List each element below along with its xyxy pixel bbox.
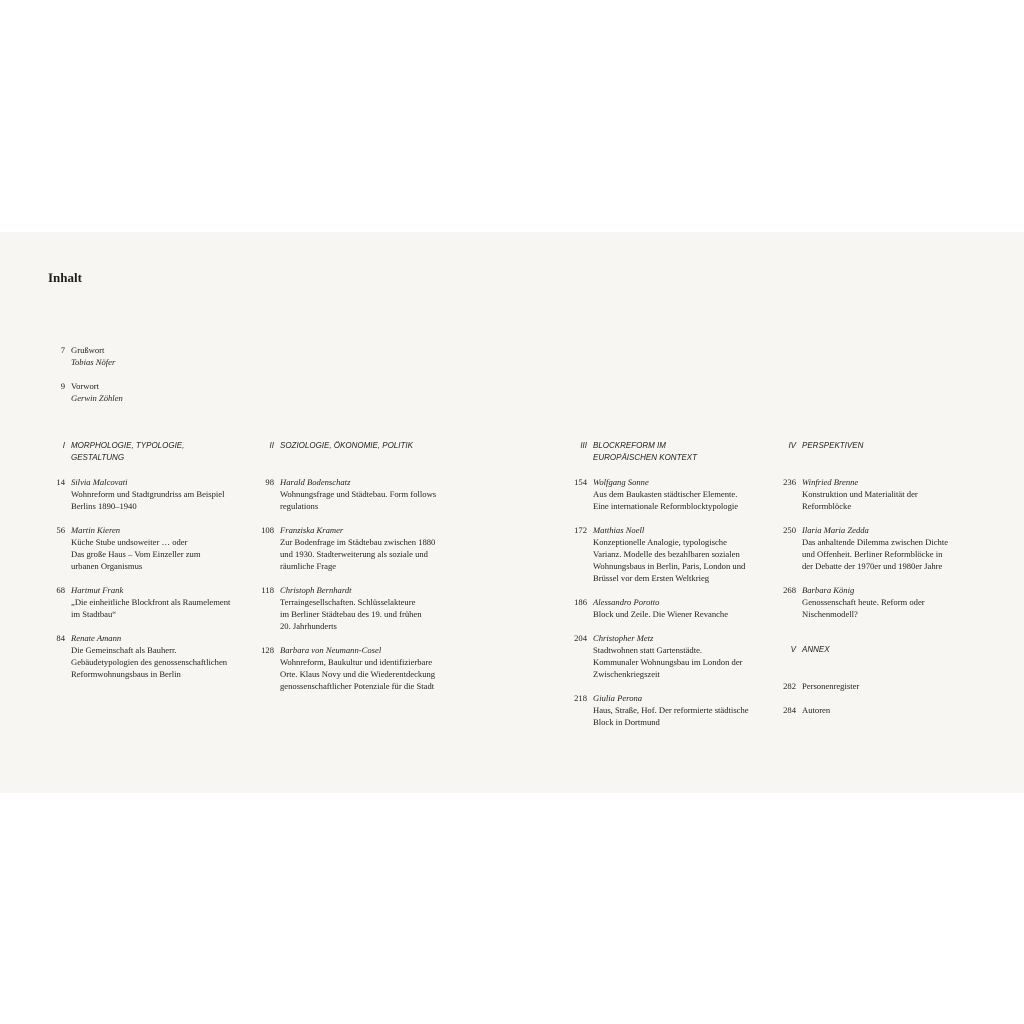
entry-title: Wohnungsfrage und Städtebau. Form follows regulations — [280, 489, 437, 511]
toc-entry-vorwort — [60, 380, 231, 404]
toc-entry-personenregister — [783, 680, 977, 692]
page-number: 68 — [56, 585, 65, 595]
toc-entry — [574, 524, 778, 584]
toc-entry-autoren — [783, 704, 977, 716]
section-title: PERSPEKTIVEN — [802, 441, 864, 450]
section-number: I — [62, 441, 65, 450]
entry-title: Vorwort — [71, 381, 100, 391]
entry-title: Konzeptionelle Analogie, typologische Varianz. Modelle des bezahlbaren sozialen Wohnungsbaus in Berlin, Paris, London und Brüssel vor dem Ersten Weltkrieg — [593, 537, 746, 583]
entry-title: Aus dem Baukasten städtischer Elemente. Eine internationale Reformblocktypologie — [593, 489, 739, 511]
toc-entry — [783, 524, 977, 572]
entry-title: Wohnreform, Baukultur und identifizierbare Orte. Klaus Novy und die Wiederentdeckung genossenschaftlicher Potenziale für die Stadt — [280, 657, 436, 691]
toc-entry-gruswort — [60, 344, 231, 368]
entry-title: Das anhaltende Dilemma zwischen Dichte und Offenheit. Berliner Reformblöcke in der Debatte der 1970er und 1980er Jahre — [802, 537, 949, 571]
page-number: 128 — [261, 645, 274, 655]
page-number: 98 — [265, 477, 274, 487]
page-number: 236 — [783, 477, 796, 487]
entry-title: Terraingesellschaften. Schlüsselakteure im Berliner Städtebau des 19. und frühen 20. Jahrhunderts — [280, 597, 422, 631]
entry-author: Barbara von Neumann-Cosel — [280, 645, 382, 655]
page-number: 250 — [783, 525, 796, 535]
section-heading-ii — [269, 440, 470, 452]
section-number: V — [790, 645, 796, 654]
toc-entry — [261, 524, 470, 572]
entry-author: Matthias Noell — [593, 525, 645, 535]
section-title: BLOCKREFORM IM EUROPÄISCHEN KONTEXT — [593, 441, 698, 462]
toc-entry — [783, 584, 977, 620]
page-number: 218 — [574, 693, 587, 703]
page-number: 56 — [56, 525, 65, 535]
entry-author: Hartmut Frank — [71, 585, 124, 595]
entry-author: Renate Amann — [71, 633, 122, 643]
section-heading-iii — [580, 440, 773, 464]
entry-title: Block und Zeile. Die Wiener Revanche — [593, 609, 729, 619]
entry-author: Ilaria Maria Zedda — [802, 525, 869, 535]
page-number: 268 — [783, 585, 796, 595]
page-title: Inhalt — [48, 270, 82, 285]
section-title: ANNEX — [802, 645, 830, 654]
page-number: 204 — [574, 633, 587, 643]
entry-title: Stadtwohnen statt Gartenstädte. Kommunaler Wohnungsbau im London der Zwischenkriegszeit — [593, 645, 743, 679]
entry-author: Harald Bodenschatz — [280, 477, 351, 487]
entry-author: Wolfgang Sonne — [593, 477, 649, 487]
page-number: 7 — [60, 345, 65, 355]
entry-title: Konstruktion und Materialität der Reformblöcke — [802, 489, 918, 511]
section-number: III — [580, 441, 587, 450]
entry-author: Winfried Brenne — [802, 477, 859, 487]
section-heading-i — [62, 440, 241, 464]
toc-entry — [56, 584, 256, 620]
entry-author: Franziska Kramer — [280, 525, 344, 535]
entry-title: Küche Stube undsoweiter … oder Das große Haus – Vom Einzeller zum urbanen Organismus — [71, 537, 201, 571]
page-number: 84 — [56, 633, 65, 643]
toc-entry — [265, 476, 470, 512]
entry-author: Giulia Perona — [593, 693, 643, 703]
entry-title: „Die einheitliche Blockfront als Raumelement im Stadtbau“ — [71, 597, 231, 619]
toc-entry — [574, 596, 778, 620]
entry-title: Autoren — [802, 705, 831, 715]
toc-entry — [261, 644, 470, 692]
toc-entry — [574, 632, 778, 680]
toc-entry — [56, 524, 256, 572]
entry-title: Genossenschaft heute. Reform oder Nischenmodell? — [802, 597, 925, 619]
entry-author: Christoph Bernhardt — [280, 585, 352, 595]
page-number: 154 — [574, 477, 587, 487]
entry-title: Die Gemeinschaft als Bauherr. Gebäudetypologien des genossenschaftlichen Reformwohnungsbaus in Berlin — [71, 645, 228, 679]
page-number: 108 — [261, 525, 274, 535]
page-number: 284 — [783, 705, 796, 715]
toc-entry — [56, 632, 256, 680]
section-title: SOZIOLOGIE, ÖKONOMIE, POLITIK — [280, 441, 413, 450]
page-number: 118 — [261, 585, 274, 595]
entry-author: Gerwin Zöhlen — [71, 393, 123, 403]
entry-title: Zur Bodenfrage im Städtebau zwischen 1880 und 1930. Stadterweiterung als soziale und räumliche Frage — [280, 537, 436, 571]
entry-title: Personenregister — [802, 681, 860, 691]
entry-author: Christopher Metz — [593, 633, 654, 643]
entry-title: Wohnreform und Stadtgrundriss am Beispiel Berlins 1890–1940 — [71, 489, 225, 511]
section-number: IV — [788, 441, 796, 450]
section-heading-iv — [788, 440, 972, 452]
page-number: 172 — [574, 525, 587, 535]
page-number: 186 — [574, 597, 587, 607]
page-number: 282 — [783, 681, 796, 691]
toc-entry — [783, 476, 977, 512]
page-number: 9 — [60, 381, 65, 391]
toc-entry — [574, 476, 778, 512]
toc-entry — [574, 692, 778, 728]
entry-author: Silvia Malcovati — [71, 477, 128, 487]
entry-title: Haus, Straße, Hof. Der reformierte städtische Block in Dortmund — [593, 705, 749, 727]
entry-title: Grußwort — [71, 345, 105, 355]
entry-author: Tobias Nöfer — [71, 357, 116, 367]
entry-author: Barbara König — [802, 585, 855, 595]
section-number: II — [269, 441, 274, 450]
toc-entry — [56, 476, 256, 512]
section-title: MORPHOLOGIE, TYPOLOGIE, GESTALTUNG — [71, 441, 185, 462]
entry-author: Martin Kieren — [71, 525, 121, 535]
toc-entry — [261, 584, 470, 632]
page-number: 14 — [56, 477, 65, 487]
section-heading-v — [790, 644, 972, 656]
entry-author: Alessandro Porotto — [593, 597, 660, 607]
